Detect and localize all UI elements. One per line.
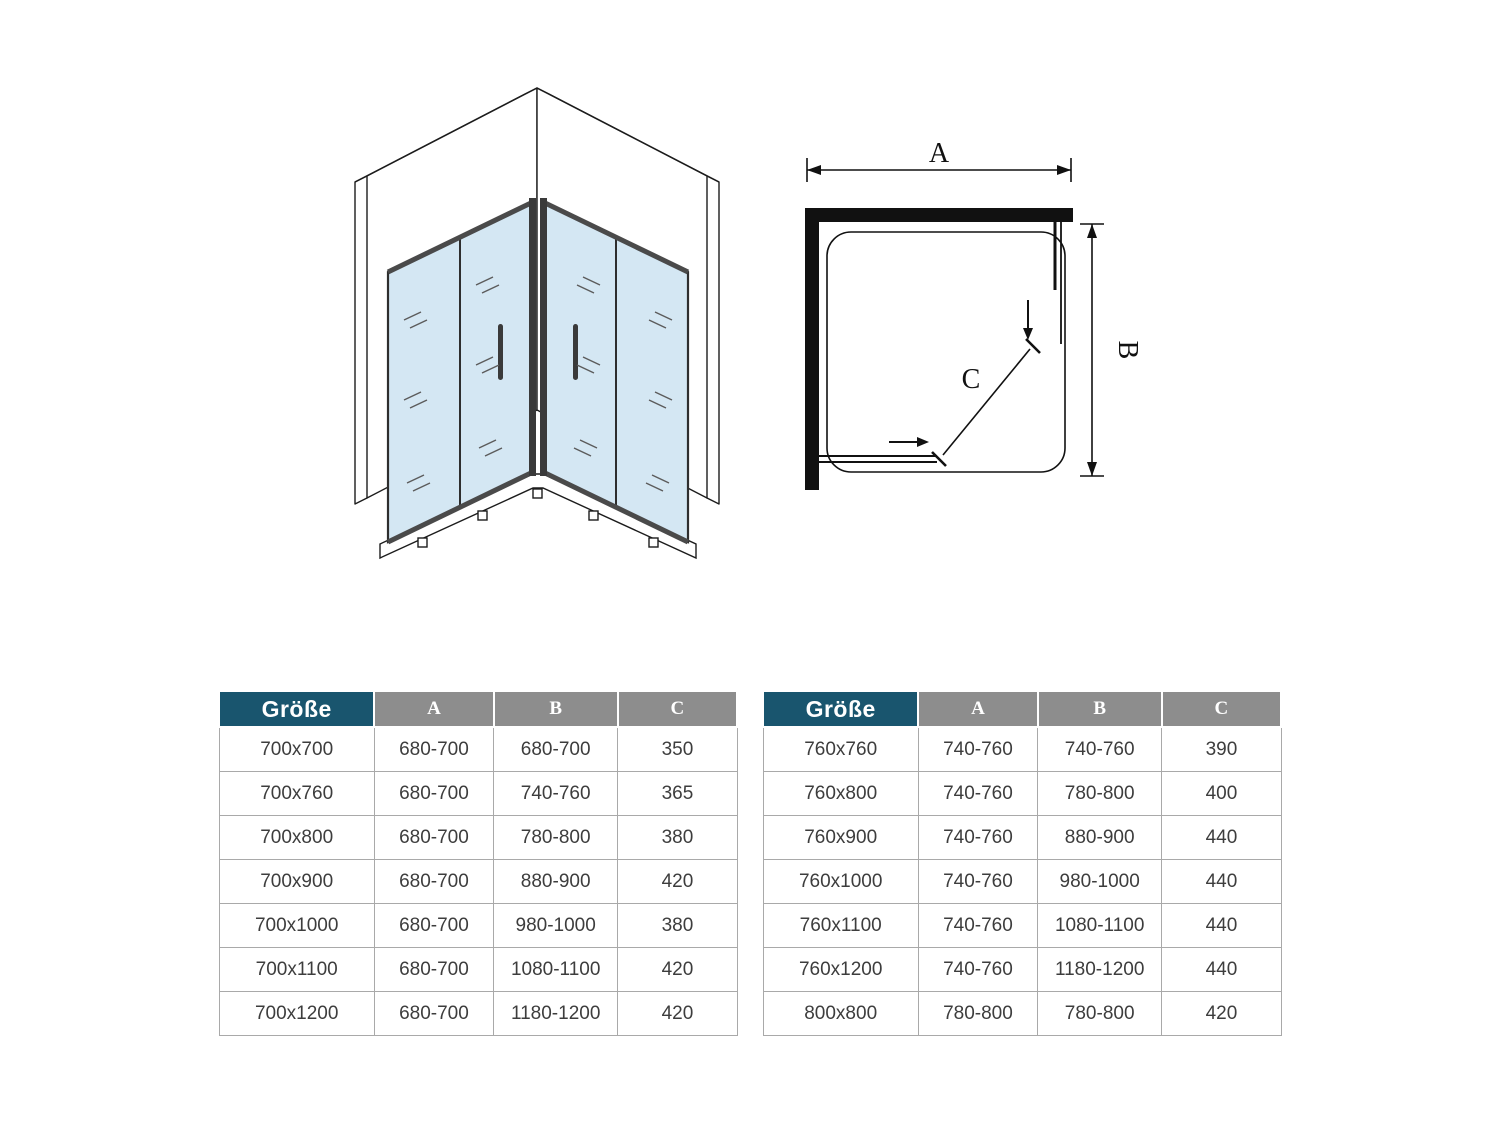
table-cell: 1080-1100: [494, 948, 618, 992]
plan-view-drawing: [785, 140, 1145, 520]
table-cell: 680-700: [374, 860, 493, 904]
table-cell: 700x1000: [219, 904, 374, 948]
table-cell: 420: [618, 992, 737, 1036]
table-cell: 440: [1162, 948, 1281, 992]
table-cell: 740-760: [918, 727, 1037, 772]
table-cell: 760x900: [763, 816, 918, 860]
table-cell: 740-760: [918, 860, 1037, 904]
table-row: [219, 816, 737, 860]
door-handle-left: [498, 324, 503, 380]
table-cell: 760x1000: [763, 860, 918, 904]
table-cell: 380: [618, 904, 737, 948]
table-cell: 680-700: [374, 992, 493, 1036]
table-row: [219, 992, 737, 1036]
table-cell: 680-700: [494, 727, 618, 772]
table-cell: 700x700: [219, 727, 374, 772]
table-cell: 350: [618, 727, 737, 772]
table-row: [219, 860, 737, 904]
table-cell: 380: [618, 816, 737, 860]
size-table-right: [762, 690, 1282, 1036]
dim-column-header: B: [494, 691, 618, 727]
table-row: [763, 992, 1281, 1036]
table-cell: 740-760: [918, 772, 1037, 816]
table-cell: 420: [618, 860, 737, 904]
table-cell: 420: [618, 948, 737, 992]
table-row: [763, 772, 1281, 816]
table-cell: 740-760: [494, 772, 618, 816]
dim-column-header: B: [1038, 691, 1162, 727]
table-cell: 980-1000: [494, 904, 618, 948]
table-row: [763, 727, 1281, 772]
isometric-shower-drawing: [352, 78, 724, 574]
table-cell: 365: [618, 772, 737, 816]
table-cell: 390: [1162, 727, 1281, 772]
table-row: [219, 948, 737, 992]
table-row: [219, 772, 737, 816]
table-cell: 880-900: [494, 860, 618, 904]
plan-tray-outline: [827, 232, 1065, 472]
table-cell: 440: [1162, 860, 1281, 904]
label-b: B: [1112, 340, 1143, 360]
size-column-header: Größe: [763, 691, 918, 727]
table-cell: 740-760: [1038, 727, 1162, 772]
table-cell: 400: [1162, 772, 1281, 816]
table-row: [219, 904, 737, 948]
slide-arrow-right: [889, 437, 929, 447]
table-cell: 700x900: [219, 860, 374, 904]
table-cell: 440: [1162, 904, 1281, 948]
dimension-b: [1080, 224, 1143, 476]
table-cell: 680-700: [374, 772, 493, 816]
corner-post-left: [529, 198, 536, 476]
table-cell: 700x760: [219, 772, 374, 816]
table-cell: 700x800: [219, 816, 374, 860]
table-cell: 1080-1100: [1038, 904, 1162, 948]
dim-column-header: C: [1162, 691, 1281, 727]
dimension-c: [932, 339, 1040, 466]
table-cell: 740-760: [918, 816, 1037, 860]
table-cell: 680-700: [374, 816, 493, 860]
slide-arrow-down: [1023, 300, 1033, 340]
table-cell: 980-1000: [1038, 860, 1162, 904]
table-row: [763, 904, 1281, 948]
door-handle-right: [573, 324, 578, 380]
table-cell: 740-760: [918, 904, 1037, 948]
dim-column-header: C: [618, 691, 737, 727]
table-cell: 700x1100: [219, 948, 374, 992]
size-table-left: [218, 690, 738, 1036]
table-cell: 800x800: [763, 992, 918, 1036]
table-row: [763, 948, 1281, 992]
table-cell: 780-800: [494, 816, 618, 860]
table-row: [763, 860, 1281, 904]
table-cell: 760x800: [763, 772, 918, 816]
table-cell: 740-760: [918, 948, 1037, 992]
table-cell: 680-700: [374, 948, 493, 992]
header-row: [219, 691, 737, 727]
dimension-a: [807, 140, 1071, 182]
header-row: [763, 691, 1281, 727]
label-a: A: [928, 140, 950, 169]
table-cell: 760x760: [763, 727, 918, 772]
table-cell: 880-900: [1038, 816, 1162, 860]
plan-glass-bottom: [819, 456, 937, 462]
table-cell: 680-700: [374, 904, 493, 948]
dim-column-header: A: [918, 691, 1037, 727]
table-row: [763, 816, 1281, 860]
table-cell: 700x1200: [219, 992, 374, 1036]
table-cell: 1180-1200: [494, 992, 618, 1036]
table-cell: 760x1100: [763, 904, 918, 948]
table-cell: 780-800: [1038, 772, 1162, 816]
table-cell: 1180-1200: [1038, 948, 1162, 992]
dim-column-header: A: [374, 691, 493, 727]
table-cell: 680-700: [374, 727, 493, 772]
table-cell: 760x1200: [763, 948, 918, 992]
table-cell: 780-800: [918, 992, 1037, 1036]
label-c: C: [961, 364, 981, 395]
plan-walls: [805, 208, 1073, 490]
table-row: [219, 727, 737, 772]
corner-post-right: [540, 198, 547, 476]
table-cell: 420: [1162, 992, 1281, 1036]
size-column-header: Größe: [219, 691, 374, 727]
table-cell: 780-800: [1038, 992, 1162, 1036]
table-cell: 440: [1162, 816, 1281, 860]
